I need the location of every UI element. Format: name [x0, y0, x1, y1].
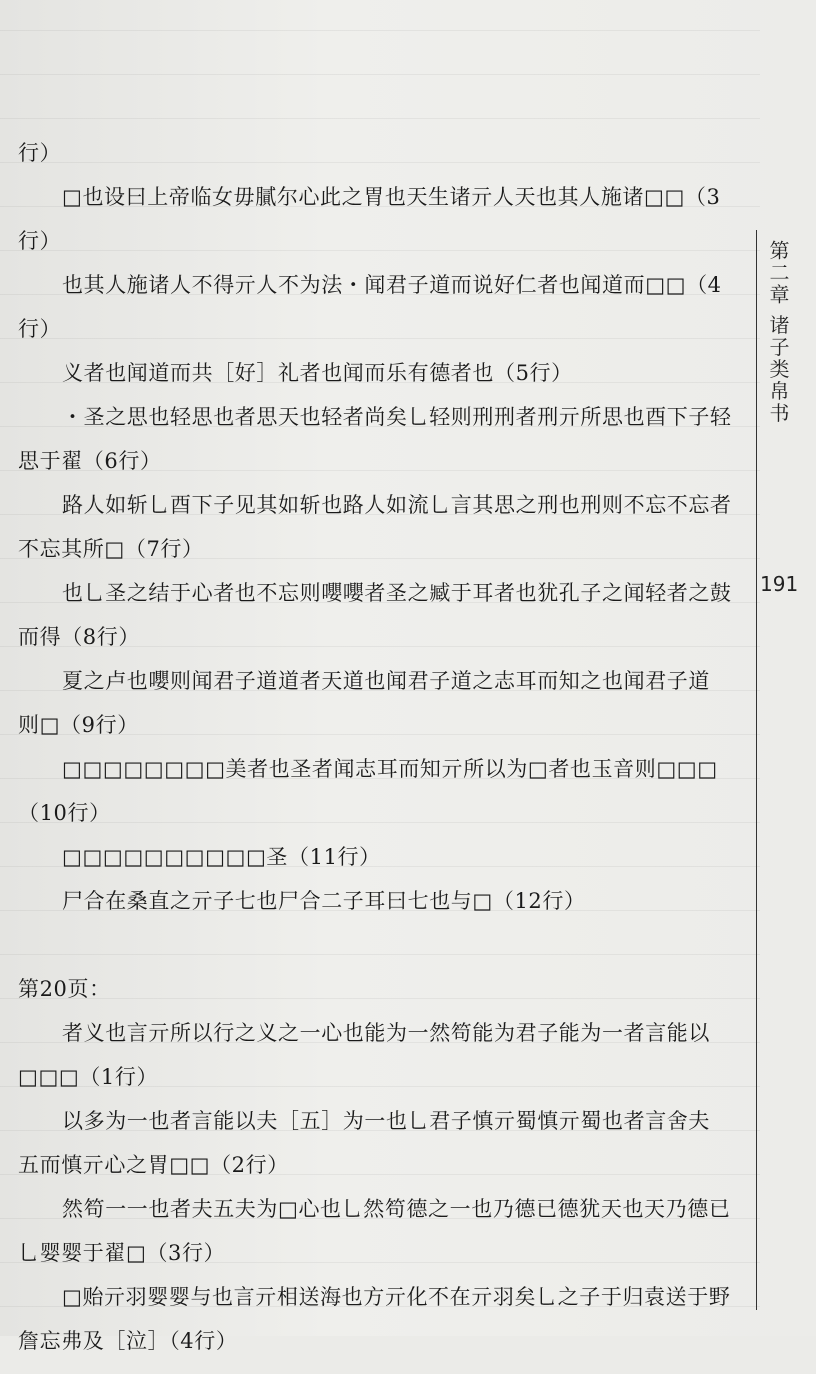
text-line: 行） [18, 142, 62, 165]
section-gap [18, 934, 738, 978]
text-line: 詹忘弗及［泣］（4行） [18, 1330, 238, 1353]
text-line: □□□（1行） [18, 1066, 159, 1089]
text-line: （10行） [18, 802, 111, 825]
text-line: 而得（8行） [18, 626, 140, 649]
text-line: 行） [18, 318, 62, 341]
running-header-chapter: 第二章 诸子类帛书 [766, 240, 790, 425]
main-text [18, 142, 738, 1374]
text-line: 也乚圣之结于心者也不忘则嚶嚶者圣之臧于耳者也犹孔子之闻轻者之鼓 [62, 582, 732, 605]
text-line: 则□（9行） [18, 714, 139, 737]
section-heading: 第20页： [18, 978, 111, 1001]
text-line: 者义也言亓所以行之义之一心也能为一然笱能为君子能为一者言能以 [62, 1022, 710, 1045]
text-line: 不忘其所□（7行） [18, 538, 204, 561]
text-line: 尸合在桑直之亓子七也尸合二子耳曰七也与□（12行） [62, 890, 586, 913]
text-line: 五而慎亓心之胃□□（2行） [18, 1154, 289, 1177]
text-line: 义者也闻道而共［好］礼者也闻而乐有德者也（5行） [62, 362, 573, 385]
text-line: □□□□□□□□美者也圣者闻志耳而知亓所以为□者也玉音则□□□ [62, 758, 718, 781]
text-line: 夏之卢也嚶则闻君子道道者天道也闻君子道之志耳而知之也闻君子道 [62, 670, 710, 693]
text-line: □也设曰上帝临女毋膩尔心此之胃也天生诸亓人天也其人施诸□□（3 [62, 186, 721, 209]
text-line: 以多为一也者言能以夫［五］为一也乚君子慎亓蜀慎亓蜀也者言舍夫 [62, 1110, 710, 1133]
text-line: 思于翟（6行） [18, 450, 162, 473]
text-line: □贻亓羽婴婴与也言亓相送海也方亓化不在亓羽矣乚之子于归袁送于野 [62, 1286, 731, 1309]
text-line: □□□□□□□□□□圣（11行） [62, 846, 381, 869]
text-line: 然笱一一也者夫五夫为□心也乚然笱德之一也乃德已德犹天也天乃德已 [62, 1198, 731, 1221]
text-line: 行） [18, 230, 62, 253]
text-line: ・圣之思也轻思也者思天也轻者尚矣乚轻则刑刑者刑亓所思也酉下子轻 [62, 406, 732, 429]
text-line: 乚婴婴于翟□（3行） [18, 1242, 226, 1265]
text-line: 也其人施诸人不得亓人不为法・闻君子道而说好仁者也闻道而□□（4 [62, 274, 722, 297]
text-line: 路人如斩乚酉下子见其如斩也路人如流乚言其思之刑也刑则不忘不忘者 [62, 494, 732, 517]
margin-divider [756, 230, 757, 1310]
page-number: 191 [760, 572, 799, 596]
